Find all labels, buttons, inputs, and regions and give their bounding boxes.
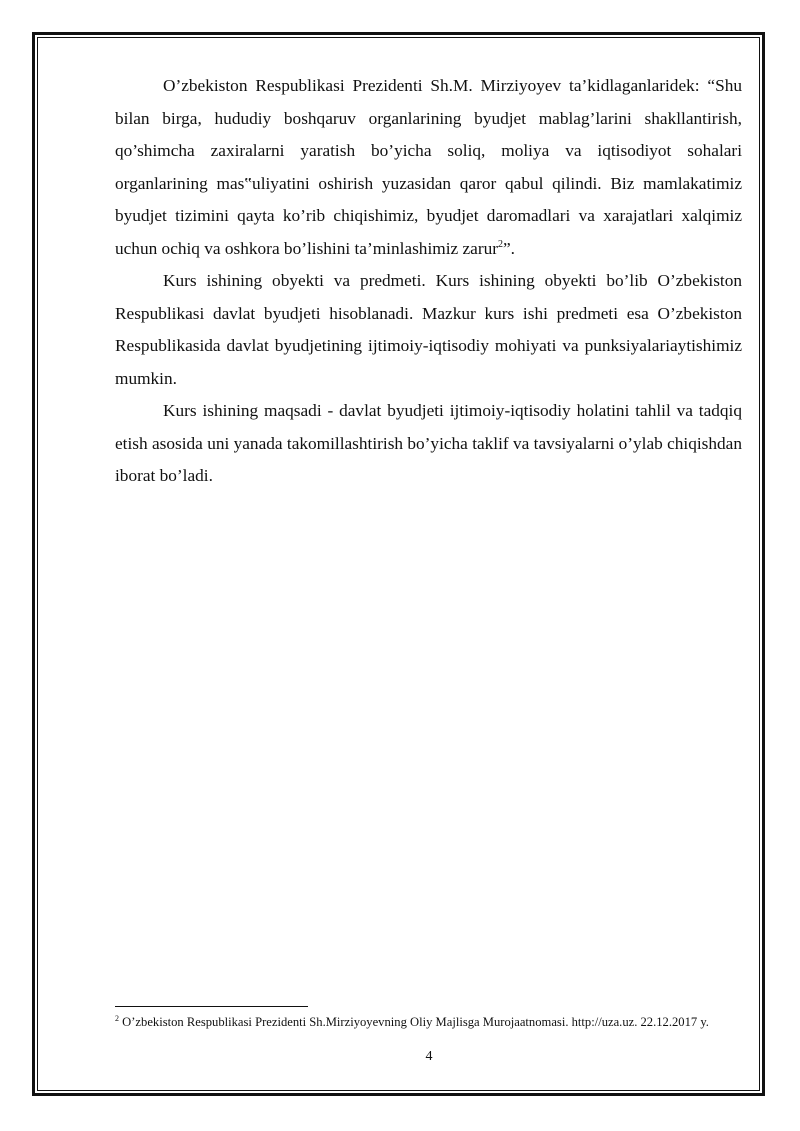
document-body bbox=[115, 70, 742, 493]
footnote-separator bbox=[115, 1006, 308, 1007]
paragraph-president-quote bbox=[115, 70, 742, 265]
footnote-marker: 2 bbox=[115, 1014, 119, 1023]
footnote-text: O’zbekiston Respublikasi Prezidenti Sh.Mirziyoyevning Oliy Majlisga Murojaatnomasi. http://uza.uz. 22.12.2017 y. bbox=[119, 1015, 709, 1029]
footnote bbox=[115, 1013, 742, 1031]
paragraph-text: Kurs ishining maqsadi - davlat byudjeti ijtimoiy-iqtisodiy holatini tahlil va tadqiq etish asosida uni yanada takomillashtirish bo’yicha taklif va tavsiyalarni o’ylab chiqishdan iborat bo’ladi. bbox=[115, 401, 742, 485]
quote-closing: ”. bbox=[502, 238, 515, 258]
paragraph-goal bbox=[115, 395, 742, 493]
paragraph-text: O’zbekiston Respublikasi Prezidenti Sh.M. Mirziyoyev ta’kidlaganlaridek: “Shu bilan birga, hududiy boshqaruv organlarining byudjet mablag’larini shakllantirish, qo’shimcha zaxiralarni yaratish bo’yicha soliq, moliya va iqtisodiyot sohalari organlarining mas‟uliyatini oshirish yuzasidan qaror qabul qilindi. Biz mamlakatimiz byudjet tizimini qayta ko’rib chiqishimiz, byudjet daromadlari va xarajatlari xalqimiz uchun ochiq va oshkora bo’lishini ta’minlashimiz zarur bbox=[115, 76, 742, 258]
paragraph-object-subject bbox=[115, 265, 742, 395]
footnote-reference[interactable]: 2 bbox=[497, 238, 503, 250]
paragraph-text: Kurs ishining obyekti va predmeti. Kurs ishining obyekti bo’lib O’zbekiston Respublikasi davlat byudjeti hisoblanadi. Mazkur kurs ishi predmeti esa O’zbekiston Respublikasida davlat byudjetining ijtimoiy-iqtisodiy mohiyati va punksiyalariaytishimiz mumkin. bbox=[115, 271, 742, 388]
page-number: 4 bbox=[425, 1049, 433, 1064]
